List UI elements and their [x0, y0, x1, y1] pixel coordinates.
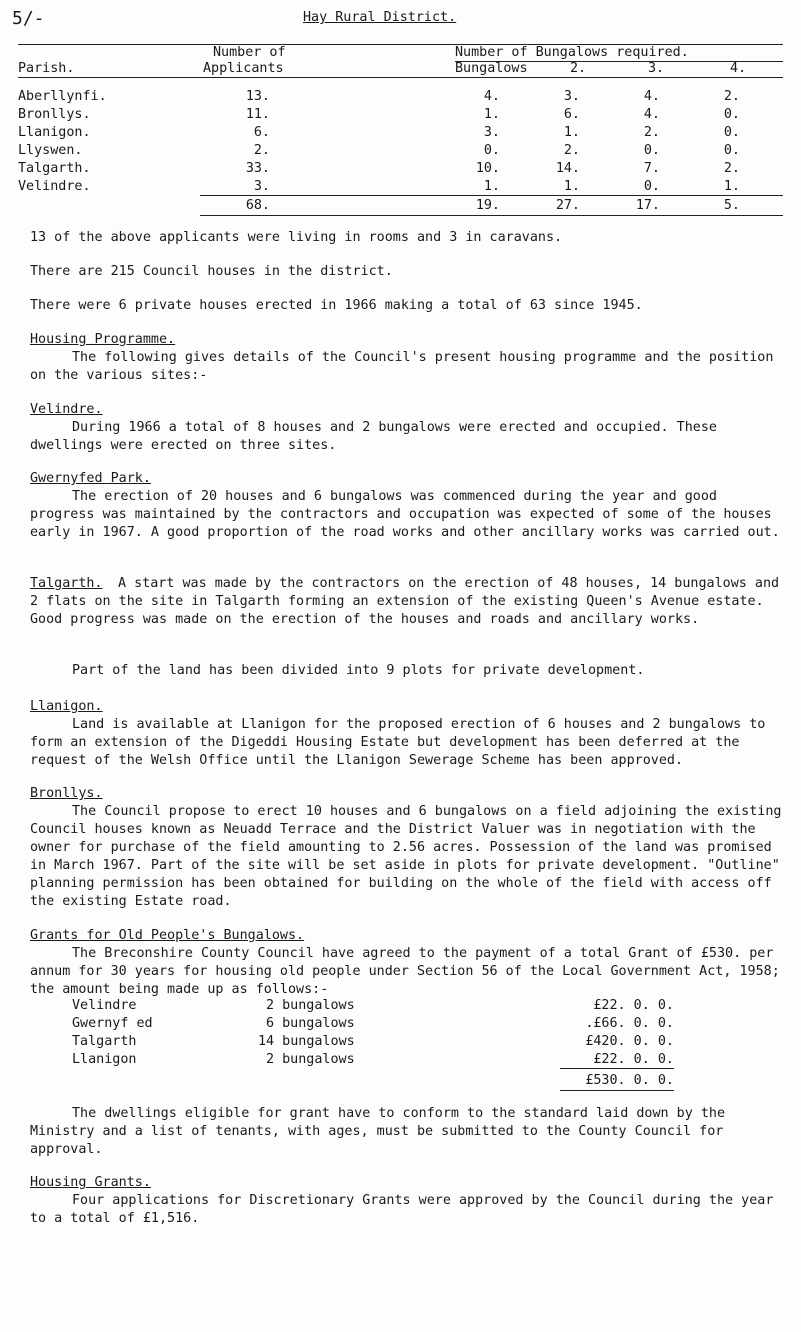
grant-quantity: 2 bungalows	[266, 1052, 355, 1067]
paragraph-dwellings-eligible: The dwellings eligible for grant have to conform to the standard laid down by the Ministry and a list of tenants, with ages, must be submitted to the County Council for approval.	[30, 1106, 726, 1157]
page-title: Hay Rural District.	[303, 10, 457, 25]
applicants-count: 11.	[245, 107, 270, 122]
paragraph-bronllys: The Council propose to erect 10 houses and 6 bungalows on a field adjoining the existing Council houses known as Neuadd Terrace and the District Valuer was in negotiation with the owner for purchase of the field amounting to 2.56 acres. Possession of the land was promised in March 1967. Part of the site will be set aside in plots for private development. "Outline" planning permission has been obtained for building on the whole of the field with access off the existing Estate road.	[30, 804, 782, 909]
paragraph-private-houses: There were 6 private houses erected in 1966 making a total of 63 since 1945.	[30, 298, 643, 313]
parish-name: Llyswen.	[18, 143, 83, 158]
grant-amount: .£66. 0. 0.	[585, 1016, 674, 1031]
parish-name: Llanigon.	[18, 125, 91, 140]
bungalows-count: 4.	[483, 89, 500, 104]
heading-talgarth: Talgarth.	[30, 576, 103, 591]
applicants-count: 2.	[253, 143, 270, 158]
size4-count: 0.	[723, 125, 740, 140]
col-parish: Parish.	[18, 61, 75, 76]
heading-gwernyfed: Gwernyfed Park.	[30, 471, 151, 486]
paragraph-talgarth: A start was made by the contractors on the erection of 48 houses, 14 bungalows and 2 flats on the site in Talgarth forming an extension of the existing Queen's Avenue estate. Good progress was made on the erection of the houses and roads and ancillary works.	[30, 576, 780, 627]
size2-count: 1.	[563, 179, 580, 194]
total-bungalows: 19.	[475, 198, 500, 213]
col-bungalows-label: Bungalows	[455, 61, 528, 76]
heading-bronllys: Bronllys.	[30, 786, 103, 801]
total-size3: 17.	[635, 198, 660, 213]
total-size4: 5.	[723, 198, 740, 213]
size3-count: 4.	[643, 107, 660, 122]
size3-count: 7.	[643, 161, 660, 176]
grant-amount: £22. 0. 0.	[593, 1052, 674, 1067]
grant-total: £530. 0. 0.	[585, 1073, 674, 1088]
paragraph-applicants-living: 13 of the above applicants were living in rooms and 3 in caravans.	[30, 230, 563, 245]
size4-count: 0.	[723, 107, 740, 122]
size2-count: 3.	[563, 89, 580, 104]
col-bungalows-header: Number of Bungalows required.	[455, 45, 689, 60]
applicants-count: 13.	[245, 89, 270, 104]
size2-count: 1.	[563, 125, 580, 140]
size2-count: 6.	[563, 107, 580, 122]
total-applicants: 68.	[245, 198, 270, 213]
bungalows-count: 10.	[475, 161, 500, 176]
parish-name: Bronllys.	[18, 107, 91, 122]
size3-count: 4.	[643, 89, 660, 104]
totals-bottom-rule	[200, 215, 783, 216]
heading-housing-grants: Housing Grants.	[30, 1175, 151, 1190]
bungalows-header-rule	[455, 61, 783, 62]
size3-count: 2.	[643, 125, 660, 140]
table-header-rule	[18, 77, 783, 78]
totals-top-rule	[200, 195, 783, 196]
grant-place: Velindre	[72, 998, 137, 1013]
total-size2: 27.	[555, 198, 580, 213]
parish-name: Talgarth.	[18, 161, 91, 176]
page-number: 5/-	[12, 8, 45, 29]
paragraph-gwernyfed: The erection of 20 houses and 6 bungalows was commenced during the year and good progress was maintained by the contractors and occupation was expected of some of the houses early in 1967. A good proportion of the road works and other ancillary works was carried out.	[30, 489, 780, 540]
paragraph-housing-programme: The following gives details of the Council's present housing programme and the position on the various sites:-	[30, 350, 774, 383]
size4-count: 2.	[723, 161, 740, 176]
applicants-count: 6.	[253, 125, 270, 140]
paragraph-llanigon: Land is available at Llanigon for the proposed erection of 6 houses and 2 bungalows to form an extension of the Digeddi Housing Estate but development has been deferred at the request of the Welsh Office until the Llanigon Sewerage Scheme has been approved.	[30, 717, 766, 768]
size4-count: 0.	[723, 143, 740, 158]
grant-place: Gwernyf ed	[72, 1016, 153, 1031]
size3-count: 0.	[643, 143, 660, 158]
grant-quantity: 14 bungalows	[258, 1034, 355, 1049]
grant-total-bottom-rule	[560, 1090, 674, 1091]
table-top-rule	[18, 44, 783, 45]
applicants-count: 33.	[245, 161, 270, 176]
grant-amount: £22. 0. 0.	[593, 998, 674, 1013]
paragraph-grants-old-people: The Breconshire County Council have agreed to the payment of a total Grant of £530. per annum for 30 years for housing old people under Section 56 of the Local Government Act, 1958; the amount being made up as follows:-	[30, 946, 780, 997]
grant-place: Llanigon	[72, 1052, 137, 1067]
size-label-4: 4.	[730, 61, 747, 76]
grant-place: Talgarth	[72, 1034, 137, 1049]
parish-name: Aberllynfi.	[18, 89, 107, 104]
grant-quantity: 2 bungalows	[266, 998, 355, 1013]
heading-velindre: Velindre.	[30, 402, 103, 417]
bungalows-count: 0.	[483, 143, 500, 158]
grant-amount: £420. 0. 0.	[585, 1034, 674, 1049]
bungalows-count: 1.	[483, 107, 500, 122]
paragraph-talgarth-plots: Part of the land has been divided into 9 plots for private development.	[72, 663, 645, 678]
size2-count: 14.	[555, 161, 580, 176]
size4-count: 2.	[723, 89, 740, 104]
size4-count: 1.	[723, 179, 740, 194]
paragraph-council-houses: There are 215 Council houses in the district.	[30, 264, 393, 279]
size3-count: 0.	[643, 179, 660, 194]
bungalows-count: 3.	[483, 125, 500, 140]
size-label-2: 2.	[570, 61, 587, 76]
bungalows-count: 1.	[483, 179, 500, 194]
size-label-3: 3.	[648, 61, 665, 76]
applicants-count: 3.	[253, 179, 270, 194]
heading-grants-old-people: Grants for Old People's Bungalows.	[30, 928, 305, 943]
col-applicants-line1: Number of	[213, 45, 286, 60]
grant-quantity: 6 bungalows	[266, 1016, 355, 1031]
heading-housing-programme: Housing Programme.	[30, 332, 176, 347]
grant-total-top-rule	[560, 1068, 674, 1069]
parish-name: Velindre.	[18, 179, 91, 194]
heading-llanigon: Llanigon.	[30, 699, 103, 714]
size2-count: 2.	[563, 143, 580, 158]
col-applicants-line2: Applicants	[203, 61, 284, 76]
paragraph-velindre: During 1966 a total of 8 houses and 2 bungalows were erected and occupied. These dwellings were erected on three sites.	[30, 420, 717, 453]
paragraph-housing-grants: Four applications for Discretionary Grants were approved by the Council during the year to a total of £1,516.	[30, 1193, 774, 1226]
